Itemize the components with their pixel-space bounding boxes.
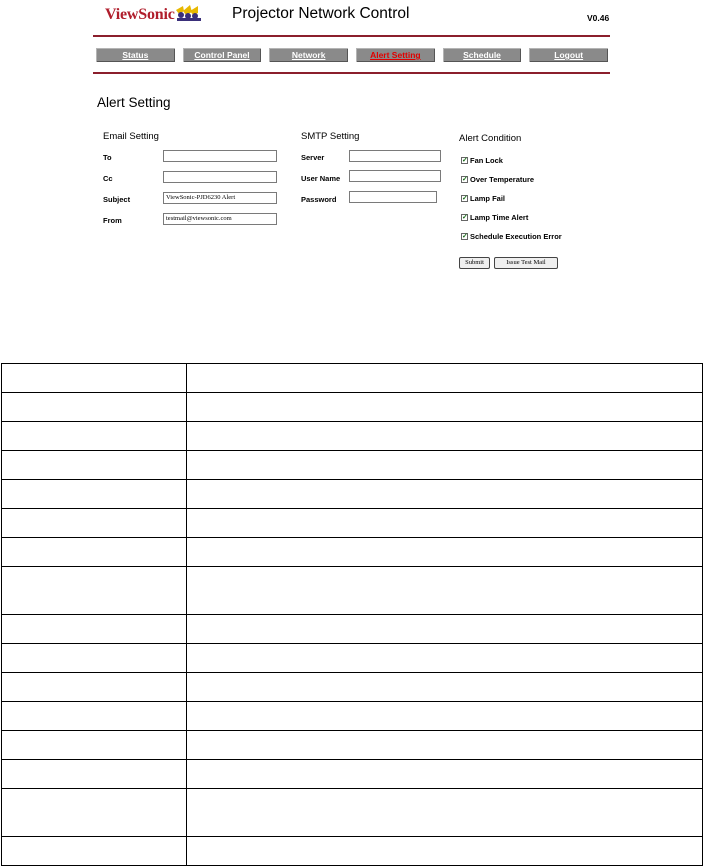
email-setting-heading: Email Setting	[103, 131, 159, 142]
condition-label: Lamp Time Alert	[470, 213, 529, 222]
from-label: From	[103, 216, 122, 225]
table-row	[2, 364, 703, 393]
table-row	[2, 615, 703, 644]
condition-schedule-execution-error[interactable]	[461, 232, 562, 241]
table-row	[2, 567, 703, 615]
server-label: Server	[301, 153, 325, 162]
viewsonic-birds-logo-icon	[174, 2, 204, 22]
header-divider	[93, 35, 610, 37]
table-row	[2, 538, 703, 567]
nav-status[interactable]: Status	[96, 48, 175, 62]
table-row	[2, 760, 703, 789]
cc-field[interactable]	[163, 171, 277, 183]
checkbox-checked-icon[interactable]: ✓	[462, 195, 468, 202]
password-field[interactable]	[349, 191, 437, 203]
smtp-setting-heading: SMTP Setting	[301, 131, 360, 142]
server-field[interactable]	[349, 150, 441, 162]
condition-fan-lock[interactable]	[461, 156, 503, 165]
version-label: V0.46	[587, 13, 610, 23]
condition-over-temperature[interactable]	[461, 175, 534, 184]
subject-label: Subject	[103, 195, 131, 204]
user-name-label: User Name	[301, 174, 341, 183]
app-title: Projector Network Control	[232, 5, 410, 22]
table-row	[2, 702, 703, 731]
main-nav	[96, 48, 608, 62]
description-table	[1, 363, 703, 866]
nav-network[interactable]: Network	[269, 48, 348, 62]
condition-label: Fan Lock	[470, 156, 503, 165]
brand-logo-text: ViewSonic	[105, 6, 175, 23]
table-row	[2, 509, 703, 538]
subject-field[interactable]: ViewSonic-PJD6230 Alert	[163, 192, 277, 204]
issue-test-mail-button[interactable]: Issue Test Mail	[494, 257, 558, 269]
table-row	[2, 480, 703, 509]
checkbox-checked-icon[interactable]: ✓	[462, 157, 468, 164]
user-name-field[interactable]	[349, 170, 441, 182]
submit-button[interactable]: Submit	[459, 257, 490, 269]
table-row	[2, 422, 703, 451]
table-row	[2, 837, 703, 866]
condition-label: Over Temperature	[470, 175, 535, 184]
alert-condition-heading: Alert Condition	[459, 133, 522, 144]
nav-logout[interactable]: Logout	[529, 48, 608, 62]
condition-lamp-time-alert[interactable]	[461, 213, 528, 222]
cc-label: Cc	[103, 174, 113, 183]
from-field[interactable]: testmail@viewsonic.com	[163, 213, 277, 225]
nav-divider	[93, 72, 610, 74]
condition-label: Schedule Execution Error	[470, 232, 562, 241]
condition-lamp-fail[interactable]	[461, 194, 505, 203]
condition-label: Lamp Fail	[470, 194, 506, 203]
password-label: Password	[301, 195, 337, 204]
checkbox-checked-icon[interactable]: ✓	[462, 214, 468, 221]
to-field[interactable]	[163, 150, 277, 162]
table-row	[2, 393, 703, 422]
checkbox-checked-icon[interactable]: ✓	[462, 176, 468, 183]
page-title: Alert Setting	[97, 95, 171, 110]
table-row	[2, 673, 703, 702]
table-row	[2, 789, 703, 837]
table-row	[2, 451, 703, 480]
to-label: To	[103, 153, 112, 162]
table-row	[2, 731, 703, 760]
nav-schedule[interactable]: Schedule	[443, 48, 522, 62]
table-row	[2, 644, 703, 673]
nav-control-panel[interactable]: Control Panel	[183, 48, 262, 62]
nav-alert-setting[interactable]: Alert Setting	[356, 48, 435, 62]
checkbox-checked-icon[interactable]: ✓	[462, 233, 468, 240]
